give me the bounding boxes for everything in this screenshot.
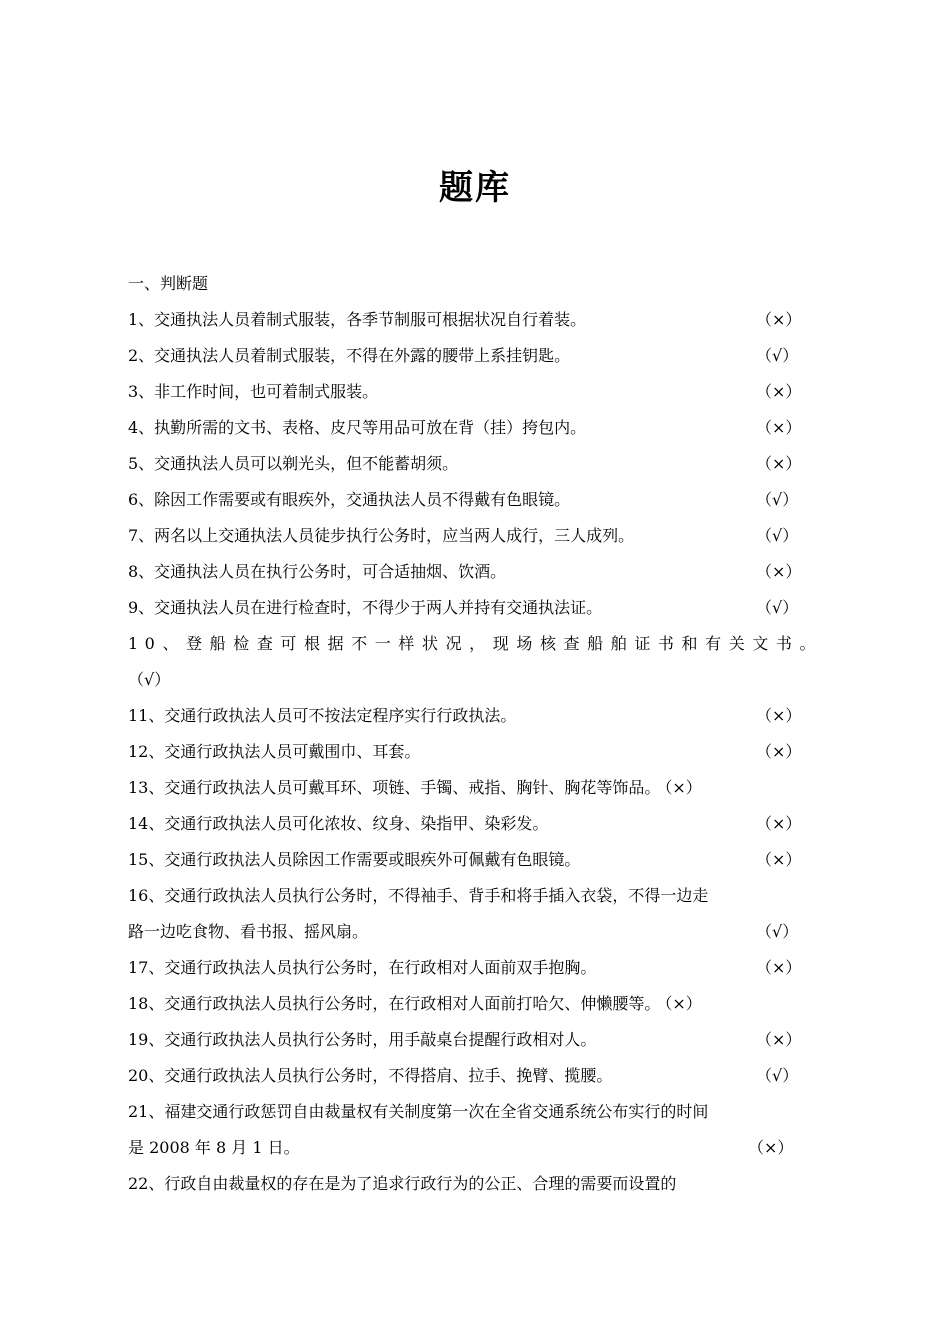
question-item xyxy=(128,1166,822,1202)
question-item xyxy=(128,878,822,914)
question-text: 18、交通行政执法人员执行公务时，在行政相对人面前打哈欠、伸懒腰等。 xyxy=(128,994,661,1013)
question-text: 20、交通行政执法人员执行公务时，不得搭肩、拉手、挽臂、揽腰。 xyxy=(128,1066,613,1085)
question-text: 19、交通行政执法人员执行公务时，用手敲桌台提醒行政相对人。 xyxy=(128,1030,597,1049)
page-title: 题库 xyxy=(439,168,511,208)
question-text: 21、福建交通行政惩罚自由裁量权有关制度第一次在全省交通系统公布实行的时间 xyxy=(128,1102,709,1121)
question-list xyxy=(128,302,822,1202)
section-heading: 一、判断题 xyxy=(128,274,209,293)
question-item xyxy=(128,590,822,626)
question-text: 15、交通行政执法人员除因工作需要或眼疾外可佩戴有色眼镜。 xyxy=(128,850,581,869)
question-item xyxy=(128,1022,822,1058)
question-text: 12、交通行政执法人员可戴围巾、耳套。 xyxy=(128,742,421,761)
question-answer: （×） xyxy=(756,706,802,725)
question-answer: （√） xyxy=(756,346,799,365)
question-item xyxy=(128,302,822,338)
question-answer: （×） xyxy=(756,562,802,581)
question-item xyxy=(128,554,822,590)
question-item xyxy=(128,446,822,482)
question-answer: （×） xyxy=(756,814,802,833)
question-item xyxy=(128,770,822,806)
question-answer: （√） xyxy=(756,526,799,545)
question-answer: （√） xyxy=(756,1066,799,1085)
question-item xyxy=(128,842,822,878)
question-answer: （×） xyxy=(756,382,802,401)
question-item: 10、登船检查可根据不一样状况，现场核查船舶证书和有关文书。 xyxy=(128,634,822,653)
question-answer: （√） xyxy=(128,670,171,689)
question-answer: （×） xyxy=(664,994,702,1013)
question-answer: （×） xyxy=(664,778,702,797)
question-text: 13、交通行政执法人员可戴耳环、项链、手镯、戒指、胸针、胸花等饰品。 xyxy=(128,778,661,797)
question-answer: （×） xyxy=(756,310,802,329)
question-text: 1、交通执法人员着制式服装，各季节制服可根据状况自行着装。 xyxy=(128,310,587,329)
question-text-continued: 是 2008 年 8 月 1 日。 xyxy=(128,1138,300,1157)
question-answer: （×） xyxy=(756,454,802,473)
question-answer: （×） xyxy=(748,1138,794,1157)
question-answer: （×） xyxy=(756,850,802,869)
question-text: 17、交通行政执法人员执行公务时，在行政相对人面前双手抱胸。 xyxy=(128,958,597,977)
question-item xyxy=(128,734,822,770)
question-item xyxy=(128,410,822,446)
question-item xyxy=(128,374,822,410)
question-item-continued xyxy=(128,914,822,950)
question-answer: （×） xyxy=(756,418,802,437)
question-text: 11、交通行政执法人员可不按法定程序实行行政执法。 xyxy=(128,706,517,725)
question-item xyxy=(128,338,822,374)
question-text: 22、行政自由裁量权的存在是为了追求行政行为的公正、合理的需要而设置的 xyxy=(128,1174,677,1193)
question-item xyxy=(128,1058,822,1094)
question-text: 16、交通行政执法人员执行公务时，不得袖手、背手和将手插入衣袋，不得一边走 xyxy=(128,886,709,905)
question-text: 2、交通执法人员着制式服装，不得在外露的腰带上系挂钥匙。 xyxy=(128,346,571,365)
question-item-continued xyxy=(128,1130,822,1166)
question-text: 14、交通行政执法人员可化浓妆、纹身、染指甲、染彩发。 xyxy=(128,814,549,833)
question-answer: （×） xyxy=(756,742,802,761)
question-text: 7、两名以上交通执法人员徒步执行公务时，应当两人成行，三人成列。 xyxy=(128,526,635,545)
question-answer: （√） xyxy=(756,598,799,617)
question-answer: （×） xyxy=(756,1030,802,1049)
question-answer: （×） xyxy=(756,958,802,977)
question-answer: （√） xyxy=(756,490,799,509)
question-text: 9、交通执法人员在进行检查时，不得少于两人并持有交通执法证。 xyxy=(128,598,603,617)
question-answer: （√） xyxy=(756,922,799,941)
question-text: 5、交通执法人员可以剃光头，但不能蓄胡须。 xyxy=(128,454,459,473)
question-item xyxy=(128,698,822,734)
question-text: 3、非工作时间，也可着制式服装。 xyxy=(128,382,379,401)
question-text-continued: 路一边吃食物、看书报、摇风扇。 xyxy=(128,922,369,941)
question-item xyxy=(128,518,822,554)
question-item xyxy=(128,950,822,986)
question-item xyxy=(128,806,822,842)
question-text: 4、执勤所需的文书、表格、皮尺等用品可放在背（挂）挎包内。 xyxy=(128,418,587,437)
question-item xyxy=(128,1094,822,1130)
question-text: 8、交通执法人员在执行公务时，可合适抽烟、饮酒。 xyxy=(128,562,507,581)
question-text: 6、除因工作需要或有眼疾外，交通执法人员不得戴有色眼镜。 xyxy=(128,490,571,509)
question-item xyxy=(128,482,822,518)
question-item xyxy=(128,986,822,1022)
